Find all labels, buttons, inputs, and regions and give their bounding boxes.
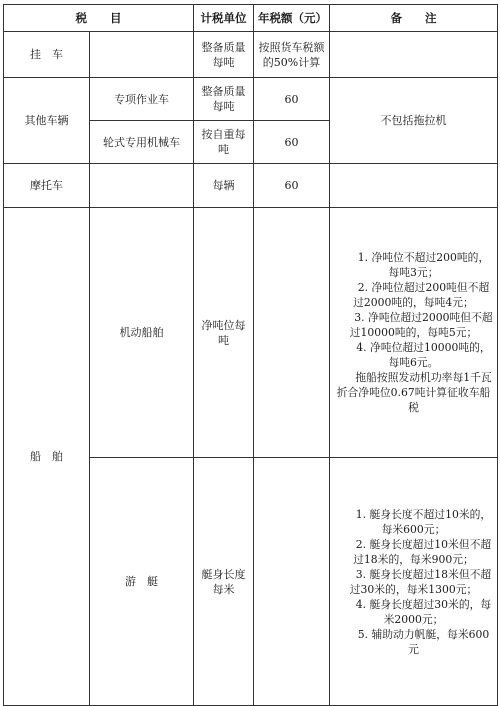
- motor-ship-unit: 净吨位每吨: [194, 208, 254, 458]
- trailer-row: [4, 32, 498, 78]
- motor-ship-amount-empty: [254, 208, 330, 458]
- yacht-amount-empty: [254, 458, 330, 706]
- yacht-note: 4. 艇身长度超过30米的，每米2000元；: [355, 597, 492, 626]
- motor-ship-row: [4, 208, 498, 458]
- other-vehicles-note: 不包括拖拉机: [330, 78, 498, 164]
- special-vehicle-unit: 整备质量每吨: [194, 78, 254, 121]
- yacht-note: 5. 辅助动力帆艇，每米600元: [357, 627, 490, 656]
- header-row: [4, 5, 498, 32]
- wheeled-machinery-unit: 按自重每吨: [194, 121, 254, 164]
- motor-ship-name: 机动船舶: [90, 208, 194, 458]
- wheeled-machinery-amount: 60: [254, 121, 330, 164]
- other-vehicles-name: 其他车辆: [4, 78, 90, 164]
- yacht-name: 游 艇: [90, 458, 194, 706]
- motor-ship-note: 1. 净吨位不超过200吨的，每吨3元；: [357, 251, 490, 279]
- trailer-note-empty: [330, 32, 498, 78]
- yacht-note: 2. 艇身长度超过10米但不超过18米的，每米900元；: [353, 537, 492, 566]
- trailer-amount: 按照货车税额的50%计算: [254, 32, 330, 78]
- yacht-note: 3. 艇身长度超过18米但不超过30米的，每米1300元；: [349, 567, 492, 596]
- header-amount: 年税额（元）: [254, 5, 330, 32]
- motor-ship-note: 2. 净吨位超过200吨但不超过2000吨的，每吨4元；: [353, 281, 490, 309]
- trailer-subtype-empty: [90, 32, 194, 78]
- tax-rate-table: [3, 4, 498, 706]
- special-vehicle-row: [4, 78, 498, 121]
- header-note: 备 注: [330, 5, 498, 32]
- motorcycle-row: [4, 164, 498, 208]
- yacht-notes: [330, 458, 498, 706]
- motorcycle-note-empty: [330, 164, 498, 208]
- motorcycle-amount: 60: [254, 164, 330, 208]
- header-unit: 计税单位: [194, 5, 254, 32]
- motor-ship-note: 拖船按照发动机功率每1千瓦折合净吨位0.67吨计算征收车船税: [336, 371, 492, 414]
- wheeled-machinery-name: 轮式专用机械车: [90, 121, 194, 164]
- yacht-note: 1. 艇身长度不超过10米的，每米600元；: [355, 507, 492, 536]
- ship-name: 船 舶: [4, 208, 90, 706]
- motorcycle-subtype-empty: [90, 164, 194, 208]
- yacht-unit: 艇身长度每米: [194, 458, 254, 706]
- special-vehicle-name: 专项作业车: [90, 78, 194, 121]
- header-item: 税 目: [4, 5, 194, 32]
- motor-ship-note: 4. 净吨位超过10000吨的，每吨6元。: [356, 341, 491, 369]
- trailer-name: 挂 车: [4, 32, 90, 78]
- motorcycle-unit: 每辆: [194, 164, 254, 208]
- motor-ship-note: 3. 净吨位超过2000吨但不超过10000吨的，每吨5元；: [349, 311, 493, 339]
- special-vehicle-amount: 60: [254, 78, 330, 121]
- motorcycle-name: 摩托车: [4, 164, 90, 208]
- trailer-unit: 整备质量每吨: [194, 32, 254, 78]
- motor-ship-notes: [330, 208, 498, 458]
